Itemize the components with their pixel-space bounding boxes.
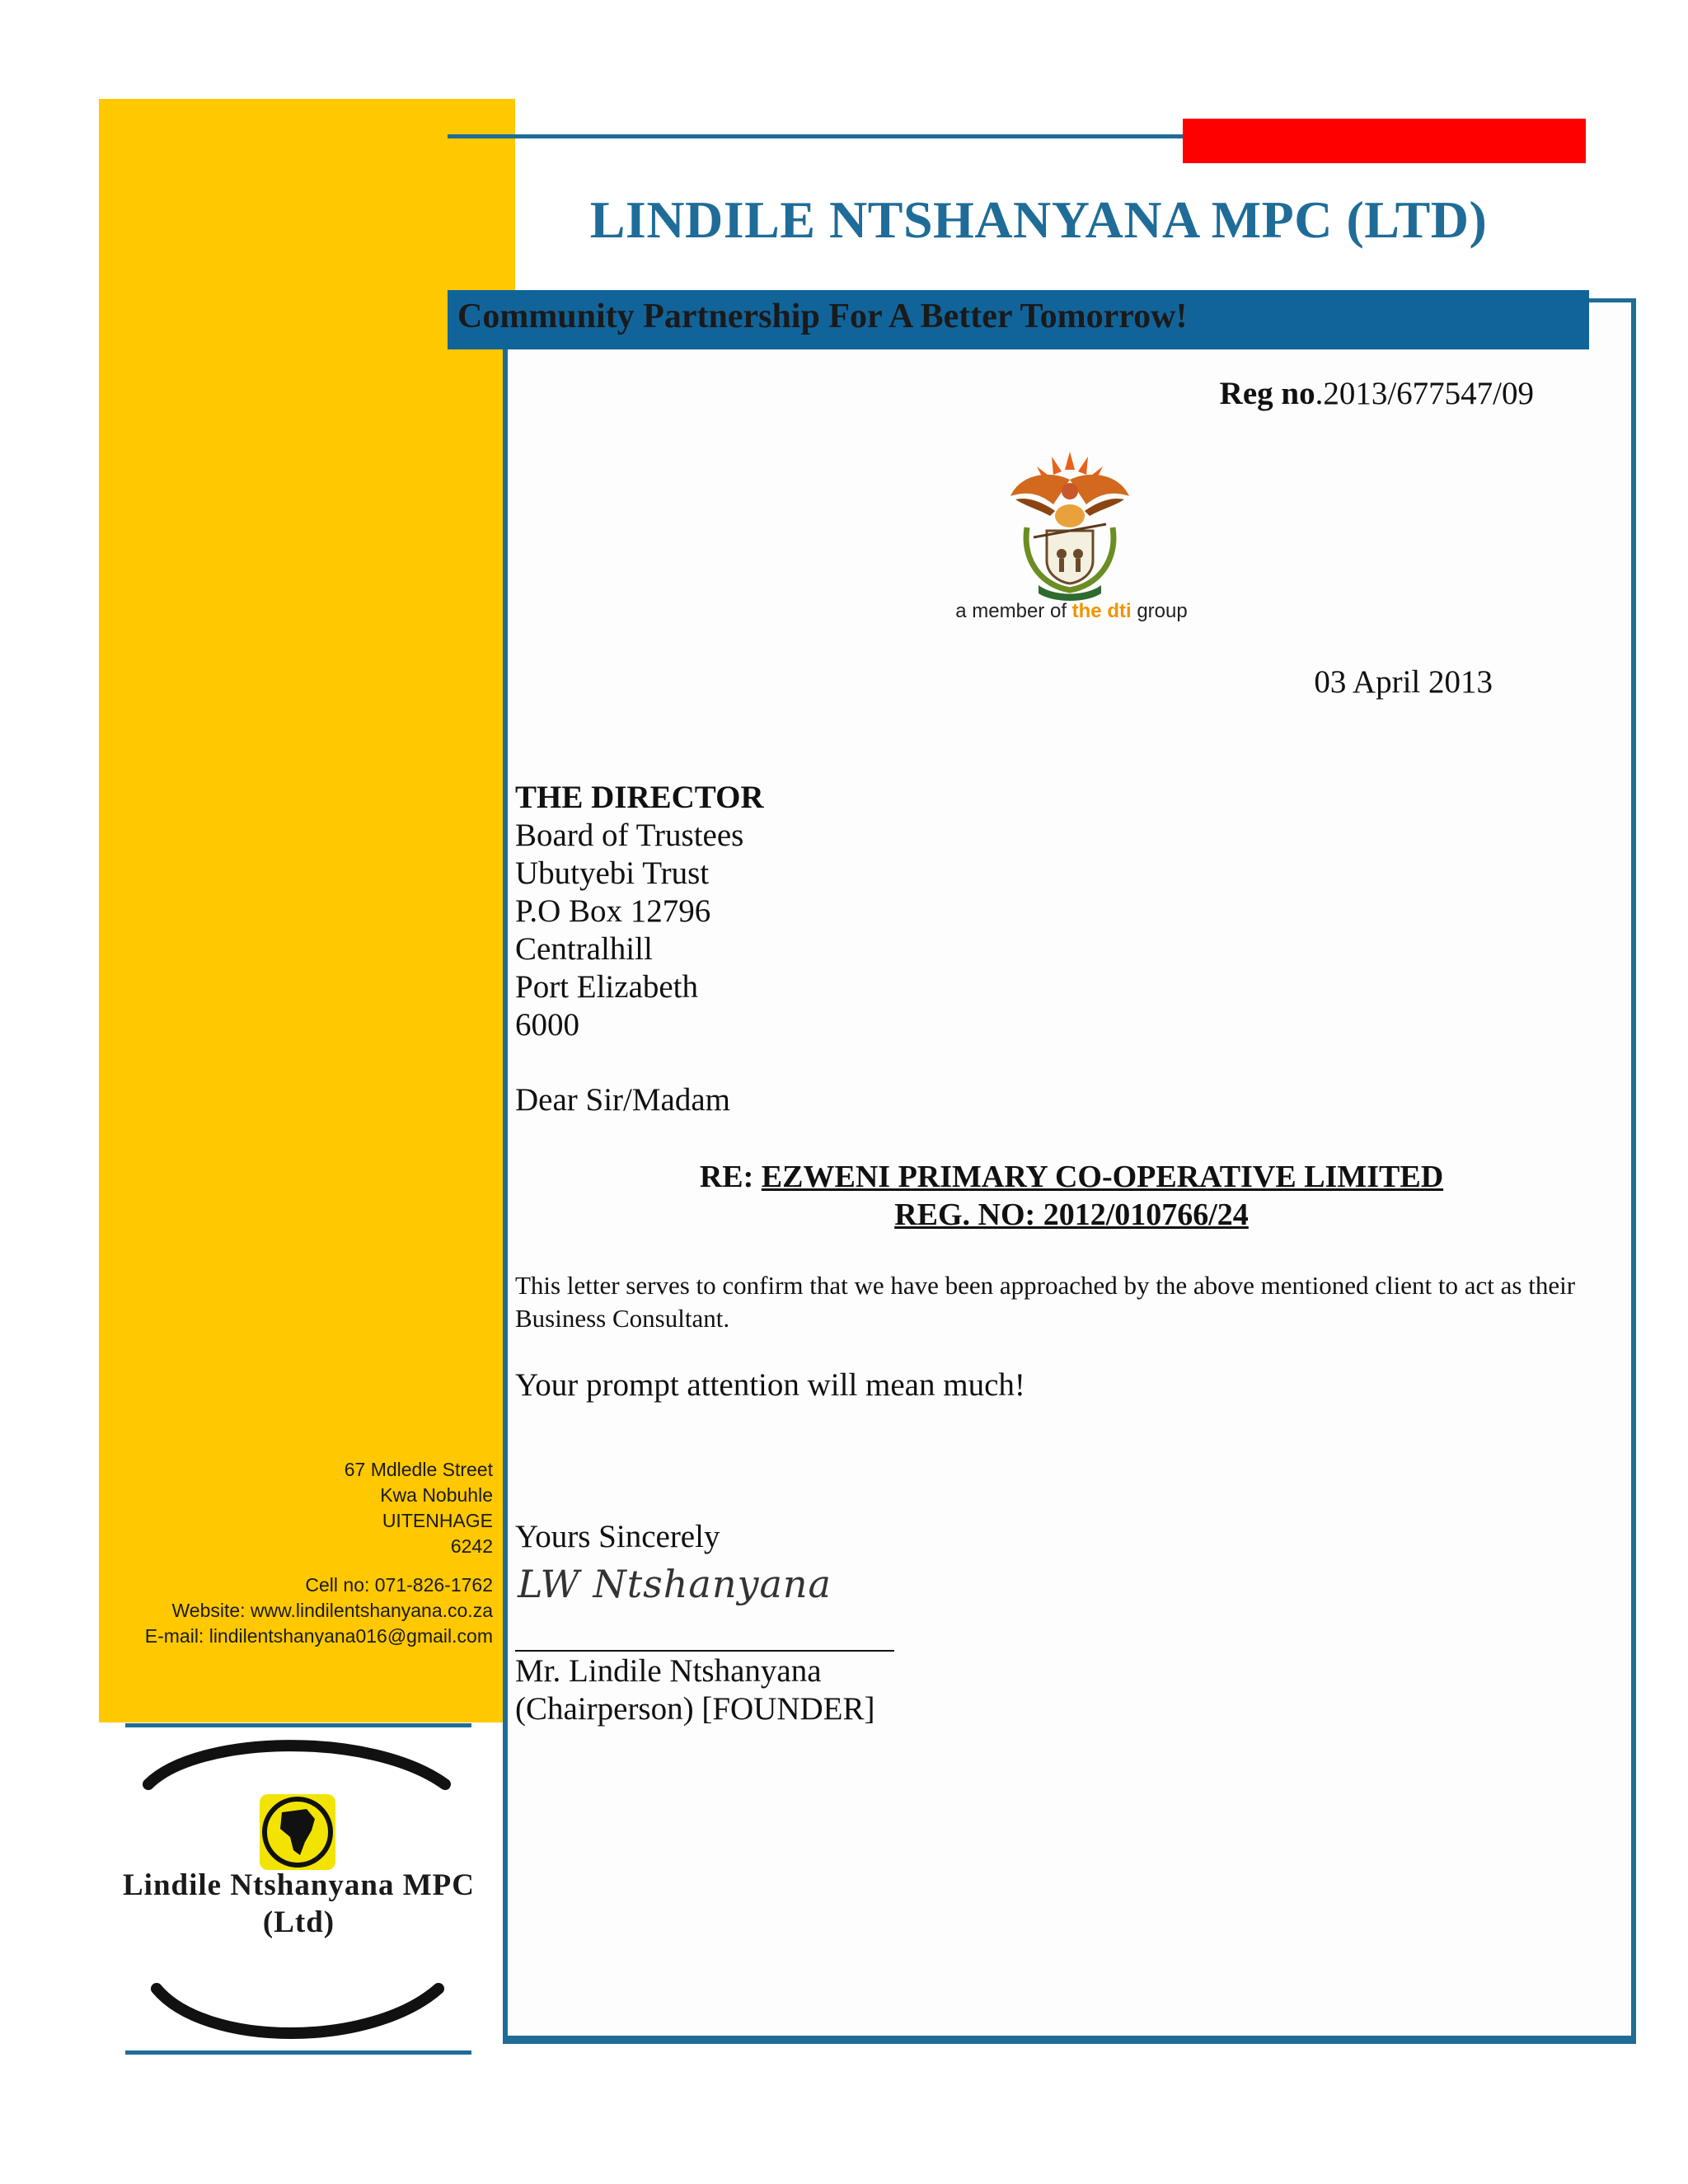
contact-website: Website: www.lindilentshanyana.co.za [171, 1600, 493, 1621]
logo-line-2: (Ltd) [262, 1905, 335, 1939]
contact-cell: Cell no: 071-826-1762 [305, 1574, 493, 1596]
logo-rule-bottom [125, 2050, 471, 2055]
recipient-line: Port Elizabeth [515, 969, 699, 1005]
recipient-line: P.O Box 12796 [515, 893, 711, 929]
slogan-text: Community Partnership For A Better Tomorrow! [457, 298, 1188, 335]
signer-block [515, 1652, 875, 1728]
dti-acronym: dti [1107, 600, 1132, 622]
recipient-title: THE DIRECTOR [515, 780, 764, 815]
dti-prefix: a member of [955, 600, 1067, 622]
header-red-block [1183, 119, 1586, 163]
reg-value: .2013/677547/09 [1315, 376, 1534, 411]
recipient-line: Centralhill [515, 931, 653, 967]
contact-town: UITENHAGE [382, 1510, 493, 1531]
dti-the: the [1071, 600, 1102, 622]
body-paragraph: This letter serves to confirm that we have been approached by the above mentioned client to act as their Business Consultant. [515, 1271, 1576, 1333]
logo-text [91, 1867, 507, 1941]
signer-name: Mr. Lindile Ntshanyana [515, 1653, 822, 1689]
subject-reg-number: REG. NO: 2012/010766/24 [894, 1197, 1249, 1232]
attention-line: Your prompt attention will mean much! [515, 1367, 1025, 1403]
recipient-line: Ubutyebi Trust [515, 855, 710, 891]
subject-title: EZWENI PRIMARY CO-OPERATIVE LIMITED [761, 1160, 1444, 1194]
registration-number [1220, 375, 1534, 412]
dti-suffix: group [1137, 600, 1188, 622]
contact-suburb: Kwa Nobuhle [380, 1484, 493, 1506]
subject-prefix: RE: [699, 1160, 754, 1194]
company-title: LINDILE NTSHANYANA MPC (LTD) [589, 190, 1488, 249]
letter-date: 03 April 2013 [1314, 664, 1493, 700]
contact-details [145, 1457, 493, 1649]
recipient-line: 6000 [515, 1007, 579, 1043]
subject-block [515, 1158, 1628, 1234]
signer-role: (Chairperson) [FOUNDER] [515, 1691, 875, 1727]
dti-member-line [907, 600, 1236, 623]
coat-of-arms-icon [1004, 445, 1136, 602]
recipient-line: Board of Trustees [515, 818, 744, 853]
contact-street: 67 Mdledle Street [344, 1459, 493, 1480]
signature-line [515, 1650, 894, 1652]
signature: LW Ntshanyana [518, 1562, 832, 1606]
header-rule [448, 134, 1183, 138]
salutation: Dear Sir/Madam [515, 1082, 731, 1118]
africa-icon [260, 1794, 335, 1870]
closing: Yours Sincerely [515, 1519, 720, 1554]
contact-code: 6242 [450, 1535, 493, 1557]
recipient-address [515, 779, 764, 1044]
logo-line-1: Lindile Ntshanyana MPC [122, 1868, 475, 1902]
reg-label: Reg no [1219, 376, 1315, 411]
contact-email: E-mail: lindilentshanyana016@gmail.com [144, 1625, 493, 1647]
